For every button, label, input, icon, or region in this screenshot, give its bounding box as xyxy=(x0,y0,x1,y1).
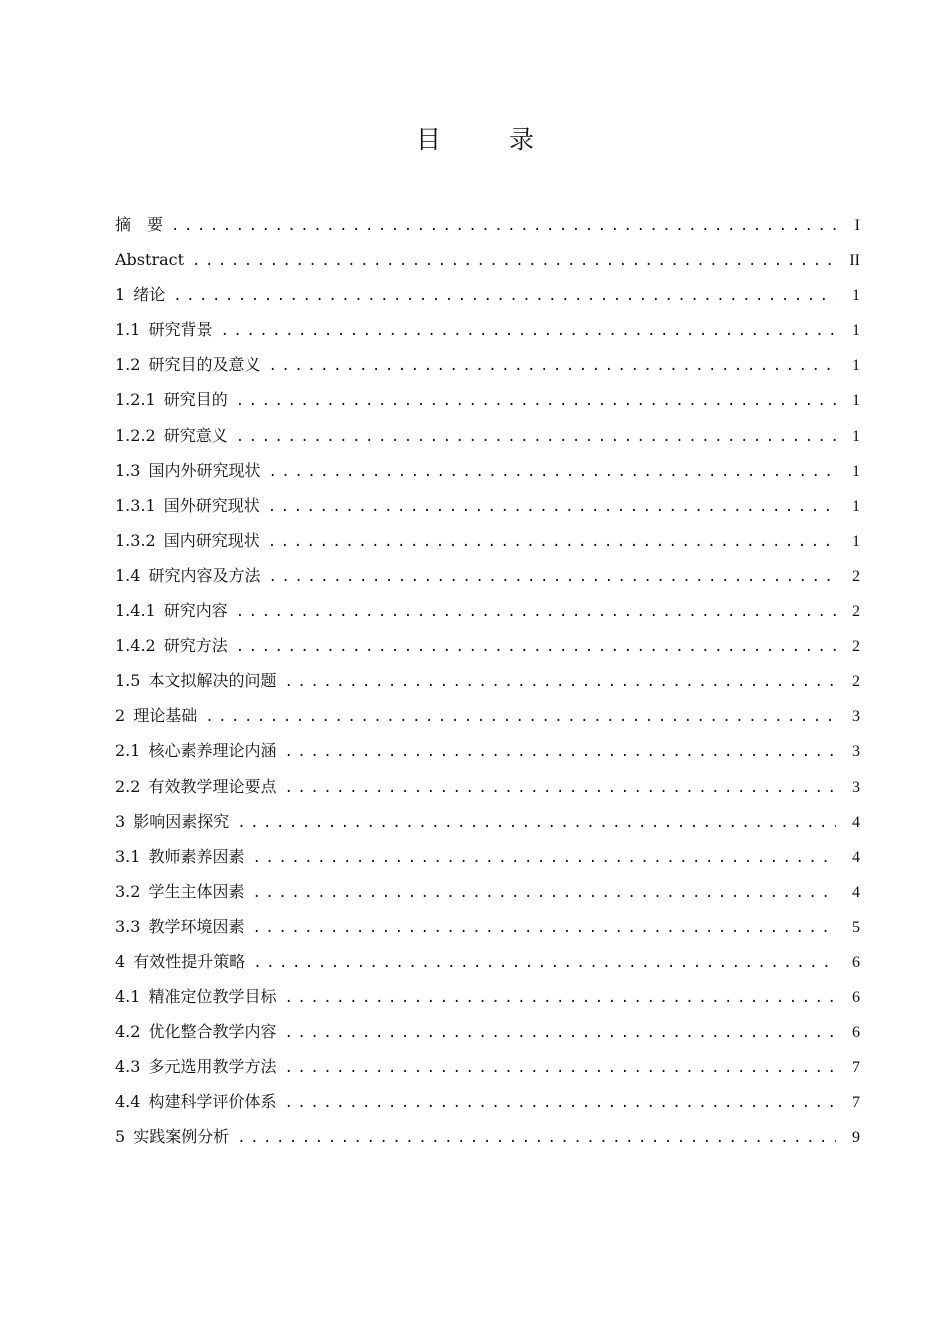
toc-entry-number: 1.3 xyxy=(115,460,141,480)
toc-entry-label: 理论基础 xyxy=(133,706,198,726)
table-of-contents xyxy=(115,207,860,1155)
toc-dot-leader xyxy=(253,946,836,979)
toc-dot-leader xyxy=(205,700,836,733)
toc-entry-number: 1.4 xyxy=(115,565,141,585)
toc-dot-leader xyxy=(284,665,836,698)
toc-entry-label: 研究目的 xyxy=(163,390,228,410)
toc-entry-label: 教学环境因素 xyxy=(148,916,245,936)
toc-entry[interactable] xyxy=(115,979,860,1014)
toc-dot-leader xyxy=(268,349,836,382)
toc-entry[interactable] xyxy=(115,593,860,628)
toc-dot-leader xyxy=(268,490,836,523)
toc-entry[interactable] xyxy=(115,523,860,558)
toc-entry-number: 3.3 xyxy=(115,916,141,936)
toc-entry-number: 2.2 xyxy=(115,776,141,796)
toc-entry[interactable] xyxy=(115,663,860,698)
toc-entry[interactable] xyxy=(115,1049,860,1084)
toc-entry-page-number: 7 xyxy=(852,1094,860,1112)
toc-entry[interactable] xyxy=(115,804,860,839)
toc-entry-label: 本文拟解决的问题 xyxy=(148,671,277,691)
toc-entry-page-number: 6 xyxy=(852,989,860,1007)
toc-entry-number: 1.2 xyxy=(115,355,141,375)
toc-entry-page-number: 1 xyxy=(852,462,860,480)
toc-dot-leader xyxy=(252,876,836,909)
toc-entry-page-number: 4 xyxy=(852,883,860,901)
toc-dot-leader xyxy=(236,595,836,628)
toc-dot-leader xyxy=(237,1121,836,1154)
toc-entry[interactable] xyxy=(115,488,860,523)
toc-entry-page-number: 1 xyxy=(852,532,860,550)
toc-dot-leader xyxy=(236,630,836,663)
toc-entry-number: 1.2.1 xyxy=(115,390,156,410)
toc-entry-number: 4.1 xyxy=(115,987,141,1007)
toc-entry-page-number: 7 xyxy=(852,1059,860,1077)
toc-dot-leader xyxy=(284,1051,836,1084)
toc-entry[interactable] xyxy=(115,277,860,312)
toc-entry-page-number: 6 xyxy=(852,1024,860,1042)
toc-entry-page-number: I xyxy=(854,217,860,234)
toc-entry-label: 核心素养理论内涵 xyxy=(148,741,277,761)
toc-entry-page-number: 2 xyxy=(852,673,860,691)
toc-dot-leader xyxy=(237,806,836,839)
toc-entry-page-number: 1 xyxy=(852,427,860,445)
toc-entry[interactable] xyxy=(115,909,860,944)
toc-dot-leader xyxy=(171,209,836,242)
toc-dot-leader xyxy=(220,314,836,347)
toc-entry-page-number: 2 xyxy=(852,638,860,656)
toc-entry-label: 实践案例分析 xyxy=(133,1127,230,1147)
toc-dot-leader xyxy=(284,735,836,768)
toc-entry-label: Abstract xyxy=(115,250,185,270)
toc-entry[interactable] xyxy=(115,382,860,417)
toc-entry-label: 教师素养因素 xyxy=(148,846,245,866)
toc-entry-number: 1.4.2 xyxy=(115,636,156,656)
toc-entry-label: 影响因素探究 xyxy=(133,811,230,831)
toc-entry-label: 多元选用教学方法 xyxy=(148,1057,277,1077)
toc-entry-page-number: 9 xyxy=(852,1129,860,1147)
toc-dot-leader xyxy=(236,384,836,417)
toc-entry[interactable] xyxy=(115,698,860,733)
toc-entry[interactable] xyxy=(115,628,860,663)
toc-entry-label: 精准定位教学目标 xyxy=(148,987,277,1007)
toc-dot-leader xyxy=(268,525,836,558)
toc-entry-label: 国外研究现状 xyxy=(163,495,260,515)
toc-dot-leader xyxy=(252,911,836,944)
toc-entry-number: 1.3.2 xyxy=(115,530,156,550)
toc-entry[interactable] xyxy=(115,839,860,874)
toc-entry-label: 国内研究现状 xyxy=(163,530,260,550)
toc-entry-page-number: 1 xyxy=(852,322,860,340)
toc-entry-number: 3.1 xyxy=(115,846,141,866)
toc-entry[interactable] xyxy=(115,347,860,382)
toc-entry-page-number: 1 xyxy=(852,357,860,375)
toc-entry-label: 学生主体因素 xyxy=(148,881,245,901)
toc-entry[interactable] xyxy=(115,242,860,277)
toc-entry[interactable] xyxy=(115,733,860,768)
toc-entry-page-number: 1 xyxy=(852,392,860,410)
toc-entry-page-number: 4 xyxy=(852,848,860,866)
toc-entry-label: 研究意义 xyxy=(163,425,228,445)
toc-entry-number: 3.2 xyxy=(115,881,141,901)
toc-entry-page-number: 2 xyxy=(852,567,860,585)
toc-entry-label: 研究目的及意义 xyxy=(148,355,261,375)
toc-entry[interactable] xyxy=(115,944,860,979)
toc-entry-label: 研究内容及方法 xyxy=(148,565,261,585)
toc-entry-number: 2.1 xyxy=(115,741,141,761)
toc-entry[interactable] xyxy=(115,769,860,804)
toc-entry[interactable] xyxy=(115,874,860,909)
toc-dot-leader xyxy=(284,981,836,1014)
toc-entry-number: 1.2.2 xyxy=(115,425,156,445)
toc-entry-page-number: II xyxy=(849,252,860,270)
toc-entry-page-number: 1 xyxy=(852,287,860,305)
toc-entry-number: 1 xyxy=(115,285,126,305)
toc-entry-number: 1.3.1 xyxy=(115,495,156,515)
page-title: 目 录 xyxy=(416,125,564,154)
toc-entry-label: 优化整合教学内容 xyxy=(148,1022,277,1042)
toc-entry-number: 4.3 xyxy=(115,1057,141,1077)
toc-entry-number: 2 xyxy=(115,706,126,726)
toc-dot-leader xyxy=(284,1016,836,1049)
toc-dot-leader xyxy=(284,771,836,804)
toc-entry-label: 绪论 xyxy=(133,285,166,305)
toc-dot-leader xyxy=(268,455,836,488)
toc-dot-leader xyxy=(192,244,836,277)
toc-dot-leader xyxy=(268,560,836,593)
toc-entry[interactable] xyxy=(115,207,860,242)
toc-entry-page-number: 3 xyxy=(852,708,860,726)
toc-entry-label: 有效性提升策略 xyxy=(133,951,246,971)
toc-entry[interactable] xyxy=(115,1014,860,1049)
toc-entry-number: 3 xyxy=(115,811,126,831)
toc-entry-page-number: 6 xyxy=(852,953,860,971)
toc-entry-label: 研究方法 xyxy=(163,636,228,656)
toc-entry-page-number: 3 xyxy=(852,778,860,796)
toc-entry-page-number: 4 xyxy=(852,813,860,831)
toc-dot-leader xyxy=(252,841,836,874)
toc-entry-number: 1.1 xyxy=(115,320,141,340)
toc-entry-number: 4.4 xyxy=(115,1092,141,1112)
toc-entry-label: 研究内容 xyxy=(163,601,228,621)
toc-entry-number: 5 xyxy=(115,1127,126,1147)
toc-entry-page-number: 3 xyxy=(852,743,860,761)
toc-entry-page-number: 5 xyxy=(852,918,860,936)
toc-entry-label: 国内外研究现状 xyxy=(148,460,261,480)
toc-dot-leader xyxy=(173,279,836,312)
toc-entry-label: 摘 要 xyxy=(115,215,164,234)
toc-entry-label: 有效教学理论要点 xyxy=(148,776,277,796)
toc-entry[interactable] xyxy=(115,1084,860,1119)
toc-entry-number: 1.5 xyxy=(115,671,141,691)
toc-entry[interactable] xyxy=(115,558,860,593)
toc-dot-leader xyxy=(236,420,836,453)
toc-entry[interactable] xyxy=(115,312,860,347)
toc-entry[interactable] xyxy=(115,1119,860,1154)
toc-entry-page-number: 2 xyxy=(852,603,860,621)
toc-entry-label: 研究背景 xyxy=(148,320,213,340)
toc-entry-number: 1.4.1 xyxy=(115,601,156,621)
toc-entry-number: 4 xyxy=(115,951,126,971)
toc-entry-page-number: 1 xyxy=(852,497,860,515)
toc-dot-leader xyxy=(284,1086,836,1119)
toc-entry[interactable] xyxy=(115,453,860,488)
toc-entry-number: 4.2 xyxy=(115,1022,141,1042)
toc-entry[interactable] xyxy=(115,418,860,453)
toc-entry-label: 构建科学评价体系 xyxy=(148,1092,277,1112)
